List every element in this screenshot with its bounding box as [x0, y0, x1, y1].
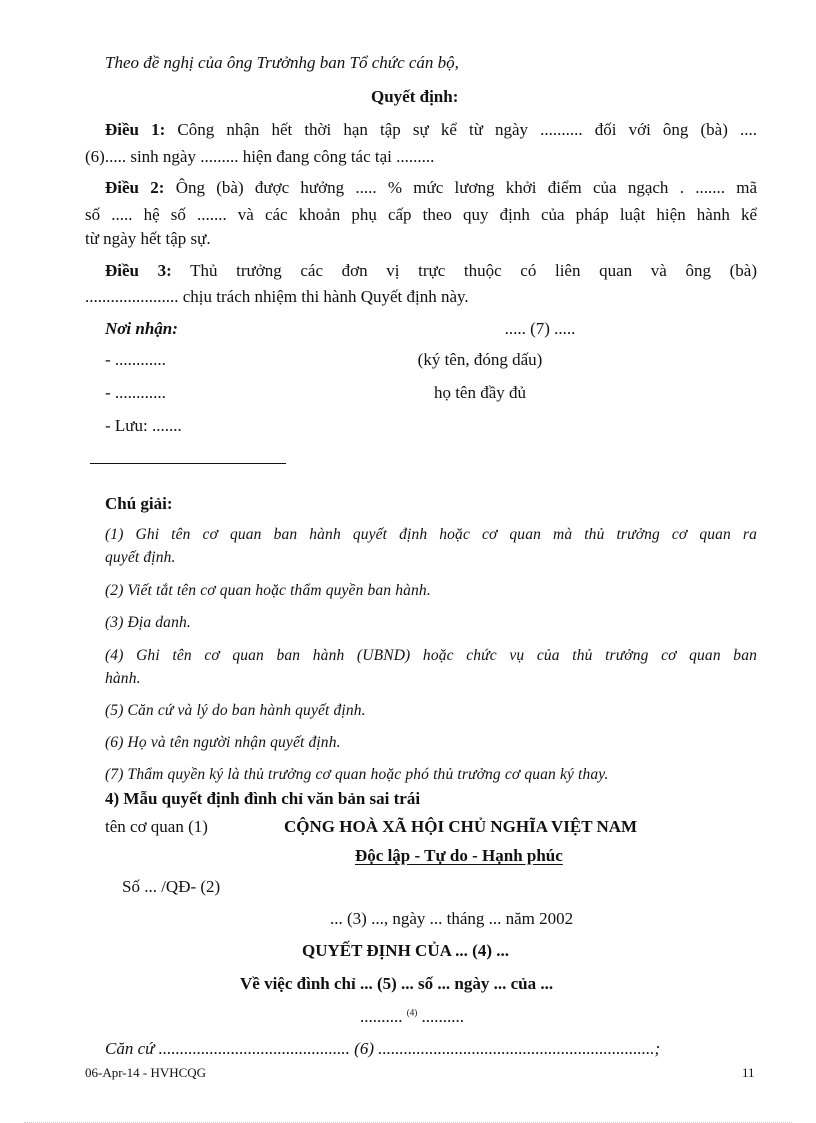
- page-number: 11: [742, 1065, 755, 1080]
- recipient-archive: - Lưu: .......: [105, 416, 182, 435]
- note-1-line1: (1) Ghi tên cơ quan ban hành quyết định hoặc cơ quan mà thủ trưởng cơ quan ra: [105, 526, 757, 543]
- form-4-title: 4) Mẫu quyết định đình chỉ văn bản sai trái: [105, 789, 421, 808]
- article-1: [105, 119, 757, 141]
- reference-line: [360, 1006, 464, 1028]
- decision-subject: Về việc đình chỉ ... (5) ... số ... ngày ... của ...: [240, 974, 554, 993]
- reference-sup: (4): [406, 1007, 418, 1018]
- note-3: (3) Địa danh.: [105, 614, 191, 631]
- note-1-line2: quyết định.: [105, 549, 176, 566]
- intro-text: Theo đề nghị của ông Trưởnhg ban Tổ chức cán bộ,: [105, 53, 459, 72]
- recipients-label: Nơi nhận:: [105, 319, 178, 338]
- notes-heading: Chú giải:: [105, 494, 173, 513]
- place-date: ... (3) ..., ngày ... tháng ... năm 2002: [330, 909, 574, 928]
- decision-heading: Quyết định:: [371, 87, 459, 106]
- article-1-line1: Công nhận hết thời hạn tập sự kể từ ngày .......... đối với ông (bà) ....: [177, 120, 757, 139]
- reference-left: ..........: [360, 1007, 403, 1026]
- article-3-line2: ...................... chịu trách nhiệm thi hành Quyết định này.: [85, 287, 469, 306]
- note-2: (2) Viết tắt tên cơ quan hoặc thẩm quyền ban hành.: [105, 582, 431, 599]
- decision-title: QUYẾT ĐỊNH CỦA ... (4) ...: [302, 941, 510, 960]
- article-2: [105, 177, 757, 199]
- signature-note: (ký tên, đóng dấu): [417, 350, 543, 369]
- note-4-line1: (4) Ghi tên cơ quan ban hành (UBND) hoặc chức vụ của thủ trưởng cơ quan ban: [105, 647, 757, 664]
- recipient-item: - ............: [105, 383, 166, 402]
- signature-title: ..... (7) .....: [504, 319, 576, 338]
- basis-text: ............................................. (6) .................................................................;: [158, 1039, 661, 1058]
- document-number: Số ... /QĐ- (2): [122, 877, 221, 896]
- basis-label: Căn cứ: [105, 1039, 155, 1058]
- article-1-label: Điều 1:: [105, 120, 166, 139]
- footer-left: 06-Apr-14 - HVHCQG: [85, 1065, 207, 1080]
- article-3-line1: Thủ trưởng các đơn vị trực thuộc có liên quan và ông (bà): [190, 261, 757, 280]
- note-4-line2: hành.: [105, 670, 141, 687]
- article-2-line3: từ ngày hết tập sự.: [85, 229, 211, 248]
- article-3-label: Điều 3:: [105, 261, 172, 280]
- motto: Độc lập - Tự do - Hạnh phúc: [355, 846, 563, 865]
- recipient-item: - ............: [105, 350, 166, 369]
- article-2-label: Điều 2:: [105, 178, 165, 197]
- note-5: (5) Căn cứ và lý do ban hành quyết định.: [105, 702, 366, 719]
- nation-title: CỘNG HOÀ XÃ HỘI CHỦ NGHĨA VIỆT NAM: [284, 817, 638, 836]
- basis-line: [105, 1038, 660, 1060]
- reference-right: ..........: [421, 1007, 464, 1026]
- article-1-line2: (6)..... sinh ngày ......... hiện đang công tác tại .........: [85, 147, 435, 166]
- signature-fullname: họ tên đầy đủ: [433, 383, 527, 402]
- article-3: [105, 260, 757, 282]
- article-2-line2: số ..... hệ số ....... và các khoản phụ cấp theo quy định của pháp luật hiện hành kể: [85, 205, 757, 224]
- note-7: (7) Thẩm quyền ký là thủ trưởng cơ quan hoặc phó thủ trưởng cơ quan ký thay.: [105, 766, 609, 783]
- footnote-divider: [90, 463, 286, 464]
- note-6: (6) Họ và tên người nhận quyết định.: [105, 734, 341, 751]
- agency-name: tên cơ quan (1): [105, 817, 208, 836]
- article-2-line1: Ông (bà) được hưởng ..... % mức lương khởi điểm của ngạch . ....... mã: [175, 178, 757, 197]
